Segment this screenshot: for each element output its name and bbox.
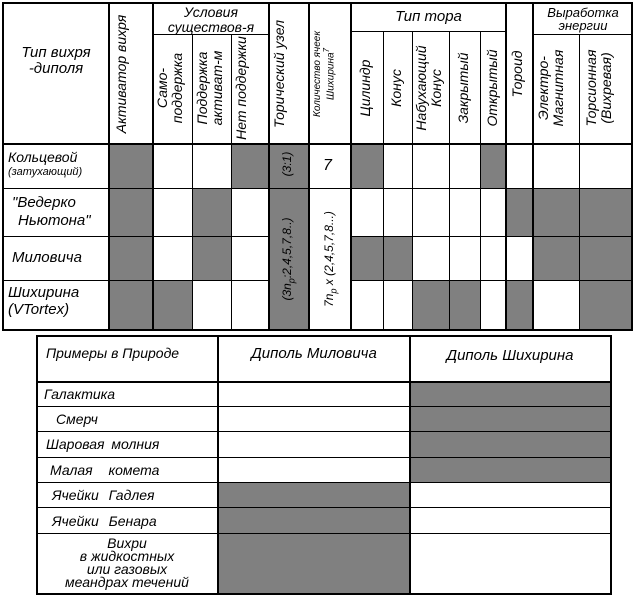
t1-row-header: Тип вихря -диполя bbox=[21, 44, 91, 77]
t2-row-vortices-l1: Вихри bbox=[107, 535, 147, 551]
cell-r4-closed bbox=[450, 281, 481, 330]
t1-row-sep-1b bbox=[309, 188, 351, 189]
t1-row-sep-3b bbox=[351, 280, 633, 281]
t1-row1-sub: (затухающий) bbox=[8, 166, 83, 178]
cell-r2-torsion bbox=[580, 189, 632, 237]
cell-r4-torsion bbox=[580, 281, 632, 330]
t1-h-selfsupport: Само- поддержка bbox=[154, 52, 186, 124]
cell-r3-cylinder bbox=[351, 237, 384, 281]
t1-col-line-14 bbox=[579, 34, 580, 331]
t1-row2-sub: Ньютона" bbox=[18, 212, 91, 229]
t1-border-left bbox=[2, 2, 4, 331]
t2-row-sep-4 bbox=[36, 482, 612, 483]
t1-col-line-4 bbox=[231, 34, 232, 331]
t1-h-cylinder: Цилиндр bbox=[357, 59, 373, 117]
t1-h-energy-group: Выработка энергии bbox=[547, 5, 619, 33]
t2-row-sep-5 bbox=[36, 507, 612, 508]
t2-row-vortices-l2: в жидкостных bbox=[79, 548, 175, 564]
t2-shikhirin-ball-lightning bbox=[410, 432, 610, 458]
t1-row1-name: Кольцевой bbox=[8, 149, 78, 165]
t1-border-bottom bbox=[2, 329, 633, 331]
cell-r3-activator bbox=[109, 237, 153, 281]
cell-r3-em bbox=[533, 237, 580, 281]
t1-h-activator: Активатор вихря bbox=[113, 14, 129, 134]
t1-col-line-13 bbox=[532, 2, 534, 331]
cell-r2-activator bbox=[109, 189, 153, 237]
cell-r1-activator bbox=[109, 144, 153, 189]
t2-milovich-vortices bbox=[218, 534, 410, 594]
t2-header-bottom bbox=[36, 381, 612, 383]
cell-r1-cylinder bbox=[351, 144, 384, 189]
t1-col-line-3 bbox=[192, 34, 193, 331]
t2-row-vortices-l3: или газовых bbox=[86, 561, 168, 577]
t2-shikhirin-galaxy bbox=[410, 382, 610, 407]
t1-col-line-11 bbox=[480, 31, 481, 331]
cell-r3-cone bbox=[384, 237, 413, 281]
t1-h-conditions-group: Условия существов-я bbox=[167, 4, 255, 35]
t1-energy-underline bbox=[533, 34, 633, 35]
t1-h-toric: Торический узел bbox=[271, 20, 287, 128]
t1-row3-name: Миловича bbox=[12, 249, 82, 266]
t1-h-activesupport: Поддержка активат-м bbox=[194, 50, 226, 126]
t1-h-cellcount: Количество ячеек Шихирина$^7$ bbox=[312, 30, 337, 118]
t1-row2-name: "Ведерко bbox=[12, 194, 76, 211]
t2-header-shikhirin: Диполь Шихирина bbox=[446, 347, 574, 364]
t1-header-bottom bbox=[2, 143, 633, 145]
t1-col-line-2 bbox=[152, 2, 154, 331]
cell-r3-activesupport bbox=[193, 237, 232, 281]
t2-row-comet: Малая комета bbox=[50, 462, 160, 478]
t1-col-line-7 bbox=[350, 2, 352, 331]
t1-h-swelling: Набухающий Конус bbox=[413, 45, 445, 131]
t1-row-sep-2 bbox=[2, 236, 269, 237]
cell-r1-open bbox=[481, 144, 506, 189]
cell-r1-nosupport bbox=[232, 144, 269, 189]
t1-col-line-5 bbox=[268, 2, 270, 331]
t1-h-toroid: Тороид bbox=[509, 50, 525, 98]
t2-row-benard: Ячейки Бенара bbox=[52, 513, 157, 529]
t2-row-sep-2 bbox=[36, 431, 612, 432]
t1-h-nosupport: Нет поддержки bbox=[233, 36, 249, 140]
t1-h-closed: Закрытый bbox=[455, 52, 471, 124]
t1-row-sep-2b bbox=[351, 236, 633, 237]
t2-row-vortices-l4: меандрах течений bbox=[65, 574, 189, 590]
t1-border-right bbox=[631, 2, 633, 331]
t1-h-em: Электро- Магнитная bbox=[535, 49, 567, 127]
t2-row-ball-lightning: Шаровая молния bbox=[46, 436, 160, 452]
t2-row-sep-3 bbox=[36, 457, 612, 458]
t1-row-sep-3 bbox=[2, 280, 269, 281]
t1-torus-underline bbox=[351, 31, 506, 32]
t2-row-hadley: Ячейки Гадлея bbox=[52, 487, 155, 503]
t2-row-sep-1 bbox=[36, 406, 612, 407]
cell-r4-toroid bbox=[506, 281, 533, 330]
cell-r4-selfsupport bbox=[153, 281, 193, 330]
t2-shikhirin-tornado bbox=[410, 407, 610, 432]
t1-col-line-10 bbox=[449, 31, 450, 331]
t1-col-line-1 bbox=[108, 2, 110, 331]
t1-col-line-8 bbox=[383, 31, 384, 331]
t1-border-top bbox=[2, 2, 633, 4]
t2-row-tornado: Смерч bbox=[56, 411, 98, 427]
t2-milovich-hadley bbox=[218, 483, 410, 508]
cell-r2-activesupport bbox=[193, 189, 232, 237]
t1-row4-name: Шихирина bbox=[8, 284, 80, 301]
t1-h-torsion: Торсионная (Вихревая) bbox=[583, 49, 615, 127]
t2-col-line-1 bbox=[217, 335, 219, 595]
t1-h-cone: Конус bbox=[388, 69, 404, 107]
t1-toric-merged: $(3n_p:2,4,5,7,8..)$ bbox=[280, 217, 297, 301]
t1-row-sep-1 bbox=[2, 188, 269, 189]
t2-shikhirin-comet bbox=[410, 458, 610, 483]
cell-r4-activator bbox=[109, 281, 153, 330]
t2-border-top bbox=[36, 335, 612, 337]
t1-h-open: Открытый bbox=[484, 49, 500, 127]
t1-toric-row1: (3:1) bbox=[280, 151, 294, 177]
t2-col-line-2 bbox=[409, 335, 411, 595]
t1-row4-sub: (VTortex) bbox=[8, 301, 70, 318]
t1-col-line-12 bbox=[505, 2, 507, 331]
t2-header-examples: Примеры в Природе bbox=[46, 345, 180, 361]
t2-border-right bbox=[610, 335, 612, 595]
t2-header-milovich: Диполь Миловича bbox=[251, 345, 377, 362]
t2-row-sep-6 bbox=[36, 533, 612, 534]
t2-border-bottom bbox=[36, 593, 612, 595]
t2-milovich-benard bbox=[218, 508, 410, 534]
t1-h-torus-group: Тип тора bbox=[395, 8, 462, 25]
t1-col-line-6 bbox=[308, 2, 310, 331]
t1-cellcount-merged: $7n_p$ x (2,4,5,7,8...) bbox=[322, 211, 339, 307]
cell-r2-toroid bbox=[506, 189, 533, 237]
cell-r4-swelling bbox=[413, 281, 450, 330]
cell-r2-em bbox=[533, 189, 580, 237]
t1-row-sep-1c bbox=[351, 188, 633, 189]
cell-r3-torsion bbox=[580, 237, 632, 281]
t1-row-sep-1d bbox=[269, 188, 309, 189]
t2-row-galaxy: Галактика bbox=[44, 386, 116, 402]
t1-cellcount-row1: 7 bbox=[323, 157, 332, 174]
